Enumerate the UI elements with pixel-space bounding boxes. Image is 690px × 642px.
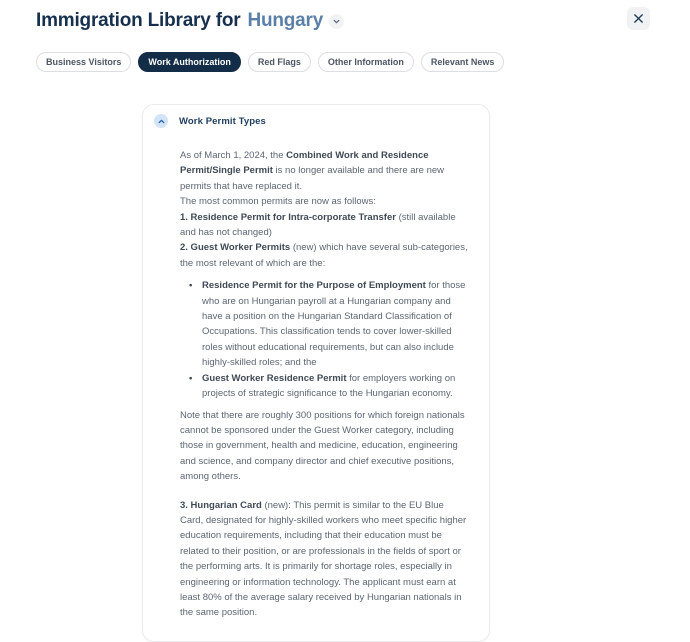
permit-sub-item: • Residence Permit for the Purpose of Employment for those who are on Hungarian payroll at a Hungarian company and have a position on the Hungarian Standard Classification of Occupations. This classification tends to cover lower-skilled roles without educational requirements, but can also include highly-skilled roles; and the <box>180 278 468 370</box>
page-title-text: Immigration Library for <box>36 10 241 31</box>
card-header[interactable] <box>143 105 489 132</box>
work-permit-types-card <box>142 104 490 642</box>
card-paragraph: The most common permits are now as follows: <box>180 196 376 208</box>
permit-sub-item: • Guest Worker Residence Permit for employers working on projects of strategic significance to the Hungarian economy. <box>180 371 468 402</box>
card-paragraph: As of March 1, 2024, the Combined Work and Residence Permit/Single Permit is no longer available and there are new permits that have replaced it. <box>180 150 445 192</box>
tab-other-information[interactable]: Other Information <box>318 52 414 72</box>
country-selector[interactable] <box>247 10 344 32</box>
card-paragraph: 1. Residence Permit for Intra-corporate Transfer (still available and has not changed) <box>180 211 456 239</box>
card-paragraph: 3. Hungarian Card (new): This permit is similar to the EU Blue Card, designated for highly-skilled workers who meet specific higher education requirements, including that their education must be related to their position, or are professionals in the fields of sport or the performing arts. It is primarily for shortage roles, especially in engineering or information technology. The applicant must earn at least 80% of the average salary received by Hungarian nationals in the same position. <box>180 499 467 619</box>
tab-business-visitors[interactable]: Business Visitors <box>36 52 131 72</box>
chevron-down-icon[interactable] <box>329 14 344 29</box>
page-title <box>36 10 690 32</box>
chevron-up-icon[interactable] <box>154 114 168 128</box>
close-button[interactable] <box>627 7 650 30</box>
tab-red-flags[interactable]: Red Flags <box>248 52 311 72</box>
tab-bar <box>36 52 504 72</box>
card-paragraph: 2. Guest Worker Permits (new) which have several sub-categories, the most relevant of which are the: <box>180 242 468 269</box>
card-title: Work Permit Types <box>179 115 266 127</box>
close-icon <box>633 13 644 24</box>
page-header <box>36 10 690 46</box>
permit-sub-list <box>180 278 468 401</box>
tab-relevant-news[interactable]: Relevant News <box>421 52 505 72</box>
tab-work-authorization[interactable]: Work Authorization <box>138 52 241 72</box>
country-name: Hungary <box>247 10 324 31</box>
card-paragraph: Note that there are roughly 300 positions for which foreign nationals cannot be sponsored under the Guest Worker category, including those in government, health and medicine, education, engineering and science, and company director and chief executive positions, among others. <box>180 409 465 483</box>
card-content <box>143 132 489 641</box>
